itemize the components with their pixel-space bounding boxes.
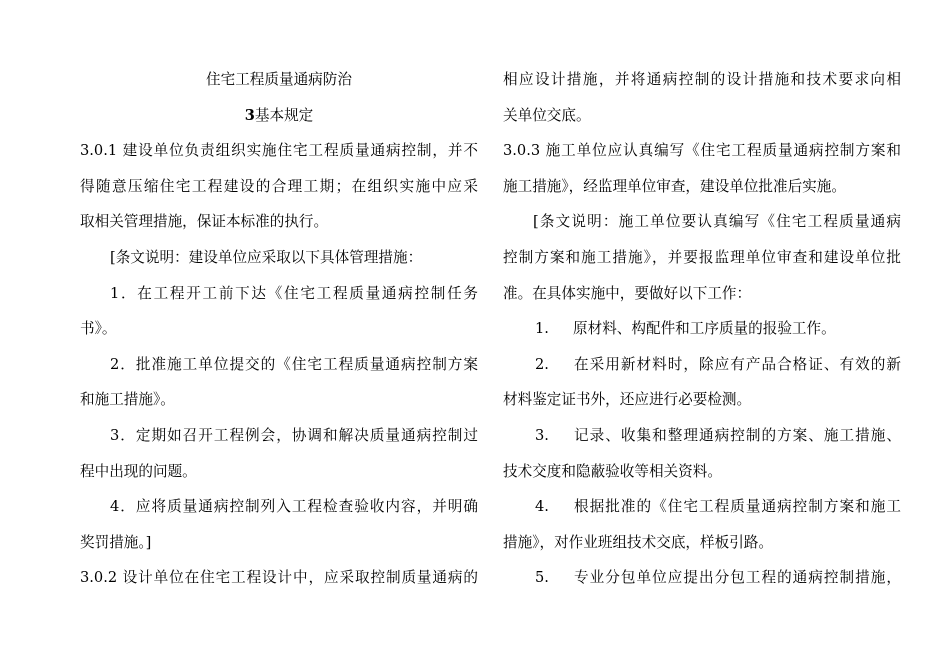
text-line: [条文说明：施工单位要认真编写《住宅工程质量通病 [533, 213, 901, 231]
text-line [503, 311, 901, 347]
right-column [503, 62, 901, 596]
text-line: 奖罚措施。] [80, 533, 152, 551]
list-text: 根据批准的《住宅工程质量通病控制方案和施工 [573, 498, 901, 516]
text-line: 准。在具体实施中，要做好以下工作： [503, 284, 752, 302]
text-line: 关单位交底。 [503, 106, 591, 124]
text-line: 1．在工程开工前下达《住宅工程质量通病控制任务 [110, 284, 478, 302]
list-number: 1. [535, 320, 549, 338]
list-number: 3. [535, 426, 549, 444]
text-line: [条文说明：建设单位应采取以下具体管理措施： [110, 248, 423, 266]
text-line [503, 418, 901, 454]
text-line: 4．应将质量通病控制列入工程检查验收内容，并明确 [110, 498, 478, 516]
left-column [80, 62, 478, 596]
text-line: 施工措施》，经监理单位审查，建设单位批准后实施。 [503, 177, 846, 195]
text-line: 书》。 [80, 320, 117, 338]
text-line: 控制方案和施工措施》，并要报监理单位审查和建设单位批 [503, 248, 901, 266]
list-text: 专业分包单位应提出分包工程的通病控制措施， [573, 569, 901, 587]
list-text: 原材料、构配件和工序质量的报验工作。 [573, 320, 836, 338]
left-column-text [80, 133, 478, 596]
text-line: 3.0.3 施工单位应认真编写《住宅工程质量通病控制方案和 [503, 142, 901, 160]
right-column-text [503, 62, 901, 596]
list-number: 5. [535, 569, 549, 587]
section-title: 基本规定 [254, 106, 314, 124]
list-text: 记录、收集和整理通病控制的方案、施工措施、 [573, 426, 901, 444]
section-heading [80, 98, 478, 134]
text-line: 得随意压缩住宅工程建设的合理工期；在组织实施中应采 [80, 177, 478, 195]
text-line: 相应设计措施，并将通病控制的设计措施和技术要求向相 [503, 71, 901, 88]
text-line: 技术交度和隐蔽验收等相关资料。 [503, 462, 722, 480]
text-line: 3.0.2 设计单位在住宅工程设计中，应采取控制质量通病的 [80, 569, 478, 587]
list-number: 2. [535, 355, 549, 373]
text-line: 3．定期如召开工程例会，协调和解决质量通病控制过 [110, 426, 478, 444]
text-line: 和施工措施》。 [80, 391, 175, 409]
text-line: 3.0.1 建设单位负责组织实施住宅工程质量通病控制，并不 [80, 142, 478, 160]
text-line [503, 560, 901, 596]
list-number: 4. [535, 498, 549, 516]
text-line [503, 489, 901, 525]
text-line: 2．批准施工单位提交的《住宅工程质量通病控制方案 [110, 355, 478, 373]
list-text: 在采用新材料时，除应有产品合格证、有效的新 [573, 355, 901, 373]
text-line: 措施》，对作业班组技术交底，样板引路。 [503, 533, 773, 551]
document-title: 住宅工程质量通病防治 [206, 71, 352, 88]
text-line: 取相关管理措施，保证本标准的执行。 [80, 213, 329, 231]
text-line [503, 347, 901, 383]
text-line: 材料鉴定证书外，还应进行必要检测。 [503, 391, 752, 409]
text-line: 程中出现的问题。 [80, 462, 197, 480]
section-number: 3 [244, 106, 255, 124]
